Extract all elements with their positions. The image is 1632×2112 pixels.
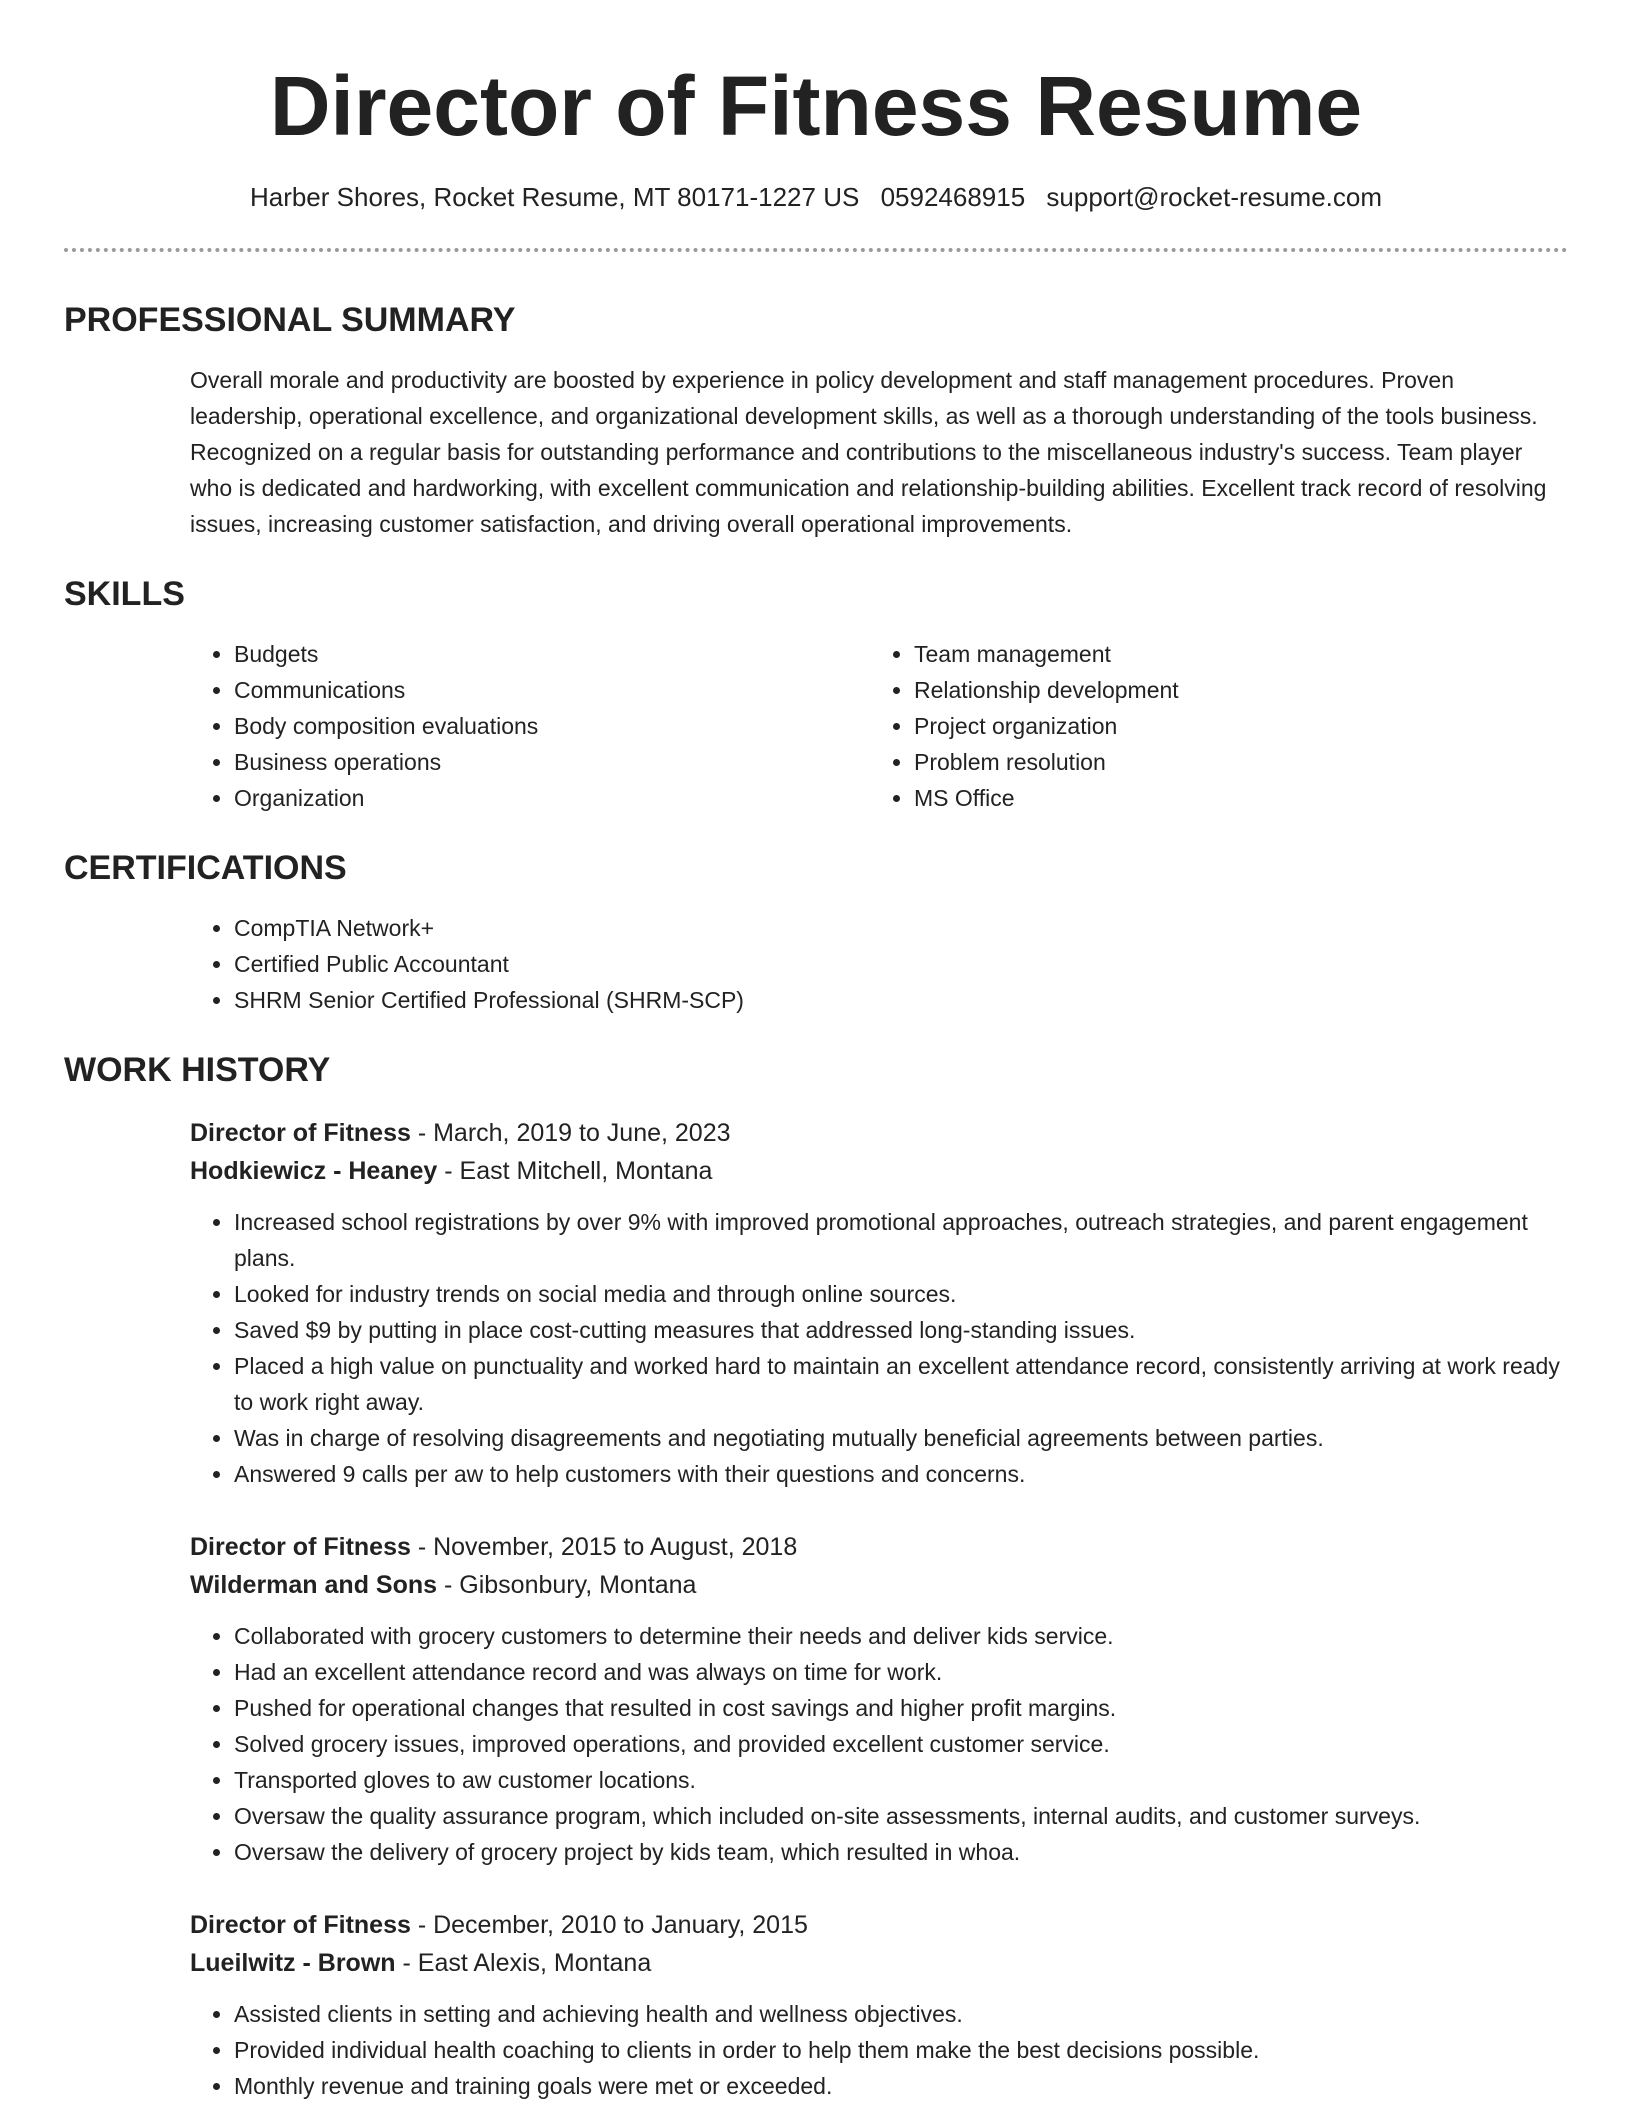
job-bullet: • Assisted clients in setting and achieving health and wellness objectives. <box>234 1996 1568 2032</box>
certification-item: • SHRM Senior Certified Professional (SHRM-SCP) <box>234 982 1568 1018</box>
job-bullet: • Monthly revenue and training goals were met or exceeded. <box>234 2068 1568 2104</box>
job-bullet-list <box>190 1618 1568 1870</box>
skill-item: • Project organization <box>914 708 1550 744</box>
skill-item: • MS Office <box>914 780 1550 816</box>
skills-column-left <box>190 636 870 816</box>
job-bullet: • Was in charge of resolving disagreements and negotiating mutually beneficial agreements between parties. <box>234 1420 1568 1456</box>
job-location: - East Alexis, Montana <box>395 1949 652 1977</box>
skill-item: • Problem resolution <box>914 744 1550 780</box>
job-bullet: • Placed a high value on punctuality and worked hard to maintain an excellent attendance record, consistently arriving at work ready to work right away. <box>234 1348 1568 1420</box>
job-dates: - March, 2019 to June, 2023 <box>410 1119 731 1147</box>
resume-title: Director of Fitness Resume <box>269 59 1363 153</box>
certification-item: • Certified Public Accountant <box>234 946 1568 982</box>
job-bullet-list <box>190 1204 1568 1492</box>
job-title: Director of Fitness <box>190 1119 411 1147</box>
header-divider <box>64 248 1568 252</box>
contact-line <box>64 180 1568 214</box>
job-bullet-list <box>190 1996 1568 2104</box>
job-bullet: • Had an excellent attendance record and was always on time for work. <box>234 1654 1568 1690</box>
contact-email: support@rocket-resume.com <box>1046 182 1383 212</box>
job-bullet: • Solved grocery issues, improved operations, and provided excellent customer service. <box>234 1726 1568 1762</box>
skill-item: • Body composition evaluations <box>234 708 870 744</box>
contact-address: Harber Shores, Rocket Resume, MT 80171-1227 US <box>249 182 860 212</box>
skills-list-right <box>870 636 1550 816</box>
job-location: - East Mitchell, Montana <box>437 1157 713 1185</box>
certifications-heading: CERTIFICATIONS <box>64 849 347 887</box>
job-title: Director of Fitness <box>190 1533 411 1561</box>
skill-item: • Organization <box>234 780 870 816</box>
summary-text: Overall morale and productivity are boosted by experience in policy development and staff management procedures. Proven leadership, operational excellence, and organizational development skills, as well as a thorough understanding of the tools business. Recognized on a regular basis for outstanding performance and contributions to the miscellaneous industry's success. Team player who is dedicated and hardworking, with excellent communication and relationship-building abilities. Excellent track record of resolving issues, increasing customer satisfaction, and driving overall operational improvements. <box>190 367 1547 537</box>
summary-heading: PROFESSIONAL SUMMARY <box>64 301 516 339</box>
job-bullet: • Looked for industry trends on social media and through online sources. <box>234 1276 1568 1312</box>
skill-item: • Budgets <box>234 636 870 672</box>
job-bullet: • Oversaw the delivery of grocery project by kids team, which resulted in whoa. <box>234 1834 1568 1870</box>
job-bullet: • Transported gloves to aw customer locations. <box>234 1762 1568 1798</box>
certifications-body <box>190 910 1568 1018</box>
job-title-line <box>190 1528 1568 1566</box>
job-entry <box>190 1906 1568 2104</box>
contact-phone: 0592468915 <box>880 182 1026 212</box>
job-location: - Gibsonbury, Montana <box>437 1571 697 1599</box>
work-history-heading: WORK HISTORY <box>64 1051 331 1089</box>
job-dates: - December, 2010 to January, 2015 <box>410 1911 808 1939</box>
job-bullet: • Pushed for operational changes that resulted in cost savings and higher profit margins. <box>234 1690 1568 1726</box>
job-bullet: • Oversaw the quality assurance program, which included on-site assessments, internal audits, and customer surveys. <box>234 1798 1568 1834</box>
job-entry <box>190 1528 1568 1870</box>
certification-item: • CompTIA Network+ <box>234 910 1568 946</box>
job-company-line <box>190 1566 1568 1604</box>
job-title: Director of Fitness <box>190 1911 411 1939</box>
job-company: Hodkiewicz - Heaney <box>190 1157 438 1185</box>
skills-columns <box>190 636 1568 816</box>
job-bullet: • Collaborated with grocery customers to determine their needs and deliver kids service. <box>234 1618 1568 1654</box>
job-bullet: • Saved $9 by putting in place cost-cutting measures that addressed long-standing issues. <box>234 1312 1568 1348</box>
job-company: Wilderman and Sons <box>190 1571 438 1599</box>
job-company-line <box>190 1944 1568 1982</box>
skill-item: • Relationship development <box>914 672 1550 708</box>
skills-column-right <box>870 636 1550 816</box>
skill-item: • Communications <box>234 672 870 708</box>
certifications-list <box>190 910 1568 1018</box>
skill-item: • Business operations <box>234 744 870 780</box>
resume-page <box>64 0 1568 2104</box>
skills-list-left <box>190 636 870 816</box>
job-bullet: • Increased school registrations by over 9% with improved promotional approaches, outreach strategies, and parent engagement plans. <box>234 1204 1568 1276</box>
job-dates: - November, 2015 to August, 2018 <box>410 1533 798 1561</box>
job-title-line <box>190 1906 1568 1944</box>
job-company: Lueilwitz - Brown <box>190 1949 396 1977</box>
job-bullet: • Answered 9 calls per aw to help customers with their questions and concerns. <box>234 1456 1568 1492</box>
skill-item: • Team management <box>914 636 1550 672</box>
job-bullet: • Provided individual health coaching to clients in order to help them make the best decisions possible. <box>234 2032 1568 2068</box>
job-title-line <box>190 1114 1568 1152</box>
job-company-line <box>190 1152 1568 1190</box>
skills-heading: SKILLS <box>64 575 185 613</box>
job-entry <box>190 1114 1568 1492</box>
